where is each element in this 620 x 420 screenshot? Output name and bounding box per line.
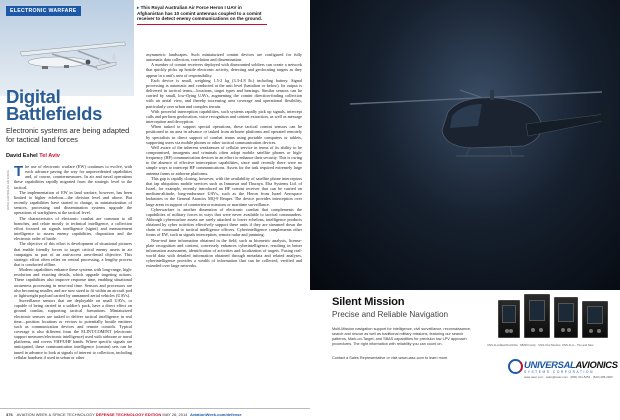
logo-contact-line: www.uasc.com · sales@uasc.com · (800) 321-5253 · (520) 295-2300: [524, 375, 613, 379]
article-column-2: [146, 52, 302, 404]
article-column-1: [14, 164, 132, 404]
article-headline: [6, 88, 134, 122]
logo-wordmark: [524, 359, 618, 370]
ad-contact-line: Contact a Sales Representative or visit www.uasc.com to learn more.: [332, 356, 449, 360]
paragraph: The implementation of EW in land warfare, however, has been limited to higher echelons—the division level and above. But recently capabilities have started to change, as miniaturization of sensors, processing and dissemination systems upgrade the operations of warfighters at the tactical level.: [14, 189, 132, 216]
paragraph: he use of electronic warfare (EW) continues to evolve, with each advance paving the way for unprecedented capabilities and, of course, countermeasures. In air and naval operations these capabilities rapidly migrated from the strategic level to the tactical.: [14, 164, 132, 190]
paragraph: This gap is rapidly closing, however, with the availability of satellite phone interceptors that tap ubiquitous mobile services such as Inmarsat and Thuraya. Elta Systems Ltd. of Israel, for example, recently introduced an HF comint receiver that can be carried on medium-altitude, long-endurance UAVs, such as the Heron from Israel Aerospace Industries or the General Atomics MQ-9 Reaper. The device provides interception over large areas in support of counterterror missions or maritime surveillance.: [146, 175, 302, 207]
paragraph: Surveillance sensors that are deployable on small UAVs, or capable of being carried in a soldier's pack, have a direct effect on ground combat, supporting tactical formations. Miniaturized electronic sensors are tasked to deliver tactical intelligence in real time—position locations or vectors to potentially hostile emitters such as communication devices and remote controls. Typical coverage is also different from the ELINT/COMINT (electronic support measures/electronic intelligence) used with airborne or naval platforms, and covers VHF/UHF bands. Where specific signals are anticipated, these communication intelligence (comint) sets can be tuned in advance to look at signals of interest to collection, including cellular handsets if used in urban or other: [14, 298, 132, 360]
advertisement-page: [310, 0, 620, 420]
paragraph: Well aware of the inherent weaknesses of cellular service in terms of its ability to be compromised, insurgents and criminals often adopt mobile satellite phones or high-frequency (HF) communication devices in an effort to enhance their security. This is owing to the absence of effective interception capabilities, since until recently there were no simple ways to intercept HF communications. Assets for the task required extremely large antenna farms or airborne platforms.: [146, 144, 302, 176]
photo-caption: [137, 5, 267, 22]
author-city: Tel Aviv: [39, 153, 60, 159]
paragraph: With powerful interception capabilities, such systems rapidly pick up signals, intercept calls and perform geolocation, voice recognition and content extraction, as well as message interception and decryption.: [146, 108, 302, 125]
paragraph: asymmetric landscapes. Such miniaturized comint devices are configured for fully automatic data collection, correlation and dissemination.: [146, 52, 302, 63]
issue-date: MAY 26, 2014: [162, 412, 188, 417]
logo-swoosh-icon: [508, 359, 523, 374]
section-tag: ELECTRONIC WARFARE: [6, 6, 81, 16]
logo-main-word: UNIVERSAL: [524, 359, 576, 370]
ad-helicopter-photo: [310, 0, 620, 290]
publication-name: AVIATION WEEK & SPACE TECHNOLOGY: [16, 412, 95, 417]
ad-body-text: Multi-Mission navigation support for intelligence, civil surveillance, reconnaissance, search and rescue as well as traditional military missions, featuring our search patterns, Mark-on-Target, and SBAS capabilities for precision low LPV approach procedures. The right information with reliability you can count on.: [332, 327, 472, 346]
uav-photo: [0, 0, 134, 96]
photo-credit: ROYAL AUSTRALIAN AIR FORCE: [7, 170, 10, 211]
universal-avionics-logo: [508, 356, 618, 382]
product-unit-image: [554, 297, 578, 338]
helicopter-icon: [310, 0, 620, 290]
caption-arrow-icon: ▸: [137, 5, 141, 10]
paragraph: Each device is small, weighing 1.5-2 kg (3.3-4.8 lb.) including battery. Signal processing is automatic and conducted at the unit level (battalion or below). Its output is delivered in tactical terms—locations, target types and bearings. Similar sensors can be carried by small, low-flying UAVs, augmenting the comint direction-finding collection with an aerial view, and thereby increasing area coverage and operational flexibility, particularly over urban and complex terrain.: [146, 77, 302, 109]
author-name: David Eshel: [6, 153, 38, 159]
ad-title: Silent Mission: [332, 296, 405, 308]
page-footer: [0, 408, 310, 420]
drop-cap: T: [14, 164, 24, 180]
paragraph: Near-real time information obtained in the field, such as biometric analysis, license-plate recognition and content, conversely enhances cyberintelligence, resulting in better information assessment, identification of activities and localization of targets. Fusing real-world data with detailed information obtained through metadata and related analyses, cyberintelligence provides a wealth of information that can be collected, verified and extended over large networks.: [146, 237, 302, 269]
uav-aircraft-icon: [12, 18, 128, 88]
paragraph: Cyberwarfare is another dimension of electronic combat that complements the capabilities of military forces in ways that were never available to tactical commanders. Although cyberwarfare assets are rarely attached to lower echelons, intelligence products obtained by cyber activities effectively support these units if they are streamed down the chain of command to tactical intelligence officers. Cyberintelligence complements other forms of EW, such as signals interception, remote radar and jamming.: [146, 206, 302, 238]
product-unit-image: [582, 301, 608, 338]
byline: [6, 153, 60, 159]
ad-subtitle: Precise and Reliable Navigation: [332, 310, 449, 319]
paragraph: A number of comint receivers deployed with dismounted soldiers can create a network that quickly picks up hostile electronic activity, detecting and geolocating targets as they appear in a unit's area of responsibility.: [146, 62, 302, 78]
caption-text: This Royal Australian Air Force Heron I UAV in Afghanistan has 10 comint antennas coupled to a comint receiver to detect enemy communications on the ground.: [137, 5, 263, 22]
logo-accent-word: AVIONICS: [575, 359, 618, 370]
caption-divider: [137, 24, 267, 25]
article-deck: Electronic systems are being adapted for tactical land forces: [6, 126, 130, 144]
product-unit-image: [524, 294, 550, 338]
paragraph: The objective of this effort is development of situational pictures that enable friendly forces to target critical enemy assets in air campaigns as part of an anti-access area-denial objective. This strategic effort often relies on central processing, a lengthy process that is conducted offline.: [14, 241, 132, 267]
paragraph: The characteristics of electronic combat are common to all branches, and relate mostly to technical intelligence, a collection effort focused on signals intelligence (sigint) and measurement intelligence to assess enemy capabilities, disposition and the electronic order of battle.: [14, 215, 132, 242]
headline-line-2: Battlefields: [6, 103, 103, 124]
paragraph: When tasked to support special operations, these tactical comint sensors can be positioned in an area in advance or tasked from airborne platforms and operated remotely by specialists in direct support of combat teams using portable computers or tablets, supporting users via mobile phones or other tactical communication devices.: [146, 124, 302, 145]
product-unit-image: [498, 300, 520, 338]
section-url[interactable]: AviationWeek.com/defense: [190, 412, 242, 417]
ad-model-list: UNS-1Lw/1Ew/1Fw/1Dw · MMR Family · UNS-1Fw Monitor, UNS-1Lw – The and 1Ew: [487, 343, 594, 347]
page-number: 376: [6, 412, 13, 417]
edition-name: DEFENSE TECHNOLOGY EDITION: [95, 412, 162, 417]
paragraph: Modern capabilities enhance these systems with long-range, high-resolution and exacting details, which upgrade targeting actions. These capabilities also improve response time, enabling situational awareness processing in near-real time. Sensors and processors are also becoming smaller, and are now sized to fit within an aircraft pod or lightweight payload carried by unmanned aerial vehicles (UAVs).: [14, 267, 132, 298]
headline-line-1: Digital: [6, 86, 61, 107]
logo-tagline: SYSTEMS CORPORATION: [524, 370, 595, 374]
